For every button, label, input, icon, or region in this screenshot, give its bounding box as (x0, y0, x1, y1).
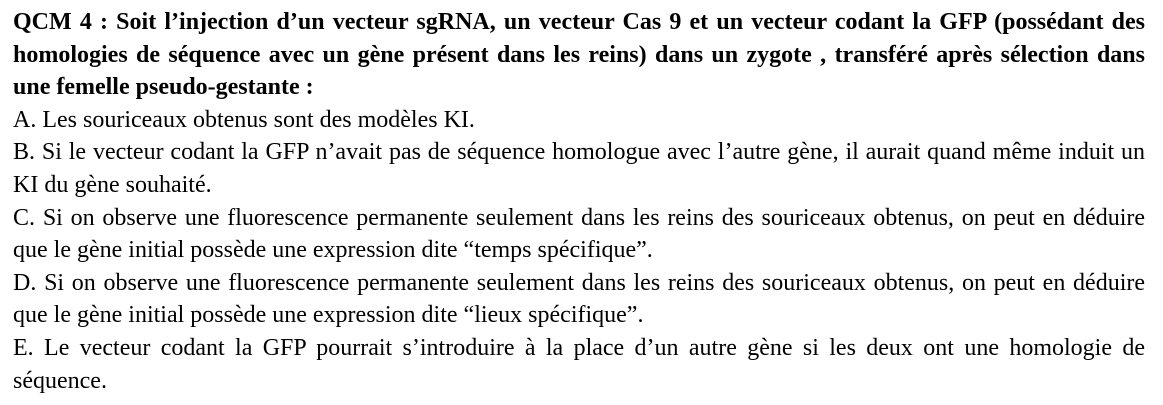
option-d (13, 267, 1145, 332)
option-b-text: Si le vecteur codant la GFP n’avait pas de séquence homologue avec l’autre gène, il aurait quand même induit un KI du gène souhaité. (13, 139, 1146, 198)
option-a (13, 104, 1145, 137)
question-text: QCM 4 : Soit l’injection d’un vecteur sgRNA, un vecteur Cas 9 et un vecteur codant la GFP (possédant des homologies de séquence avec un gène présent dans les reins) dans un zygote , transféré après sélection dans une femelle pseudo-gestante : (13, 9, 1145, 101)
option-e (13, 332, 1145, 397)
option-c-letter: C. (13, 204, 36, 231)
option-e-letter: E. (13, 334, 34, 361)
option-e-text: Le vecteur codant la GFP pourrait s’introduire à la place d’un autre gène si les deux ont une homologie de séquence. (13, 334, 1146, 394)
option-a-letter: A. (13, 106, 37, 133)
option-c (13, 202, 1145, 267)
option-b-letter: B. (13, 139, 36, 166)
option-c-text: Si on observe une fluorescence permanente seulement dans les reins des souriceaux obtenus, on peut en déduire que le gène initial possède une expression dite “temps spécifique”. (13, 204, 1146, 264)
option-a-text: Les souriceaux obtenus sont des modèles KI. (42, 106, 475, 133)
option-d-letter: D. (13, 269, 37, 296)
option-d-text: Si on observe une fluorescence permanente seulement dans les reins des souriceaux obtenus, on peut en déduire que le gène initial possède une expression dite “lieux spécifique”. (13, 269, 1146, 329)
option-b (13, 136, 1145, 201)
